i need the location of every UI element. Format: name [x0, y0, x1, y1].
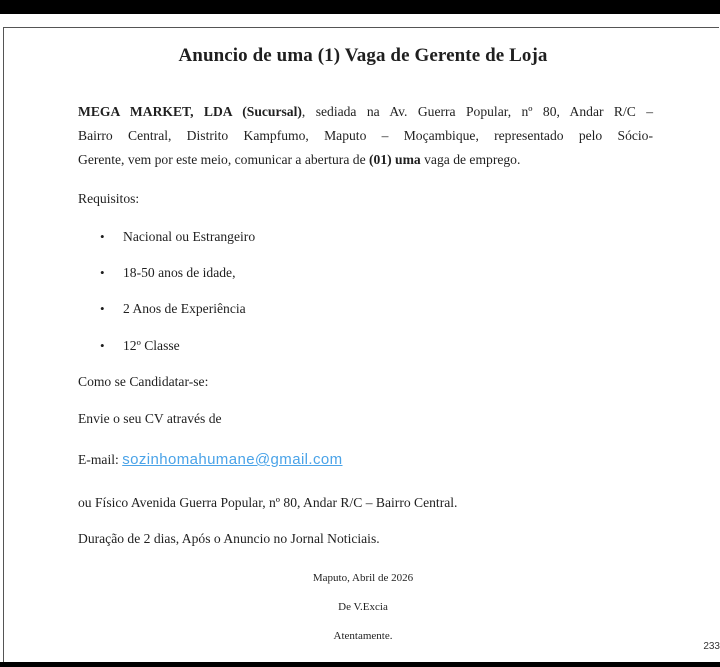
requirement-item: 2 Anos de Experiência — [123, 301, 246, 316]
page-number: 233 — [703, 641, 720, 652]
company-name: MEGA MARKET, LDA (Sucursal) — [78, 104, 302, 119]
physical-address-text: ou Físico Avenida Guerra Popular, nº 80, Andar R/C – Bairro Central. — [78, 495, 458, 510]
email-line — [78, 451, 343, 468]
email-link[interactable]: sozinhomahumane@gmail.com — [122, 451, 343, 468]
how-to-apply-label: Como se Candidatar-se: — [78, 374, 209, 389]
intro-line-2: Bairro Central, Distrito Kampfumo, Maputo – Moçambique, representado pelo Sócio- — [78, 128, 653, 143]
bullet-icon: • — [100, 229, 105, 244]
bullet-icon: • — [100, 265, 105, 280]
closing-salutation: De V.Excia — [338, 601, 388, 613]
requirements-label: Requisitos: — [78, 191, 140, 206]
bottom-black-bar — [0, 662, 720, 667]
document-title: Anuncio de uma (1) Vaga de Gerente de Loja — [178, 45, 548, 66]
send-cv-text: Envie o seu CV através de — [78, 411, 222, 426]
closing-regards: Atentamente. — [333, 630, 393, 642]
bullet-icon: • — [100, 301, 105, 316]
top-black-bar — [0, 0, 720, 14]
place-date: Maputo, Abril de 2026 — [312, 572, 414, 584]
requirement-item: 12º Classe — [123, 338, 180, 353]
intro-line-1: MEGA MARKET, LDA (Sucursal), sediada na Av. Guerra Popular, nº 80, Andar R/C – — [78, 104, 653, 119]
duration-text: Duração de 2 dias, Após o Anuncio no Jornal Noticiais. — [78, 531, 380, 546]
requirement-item: 18-50 anos de idade, — [123, 265, 236, 280]
intro-line-3: Gerente, vem por este meio, comunicar a abertura de (01) uma vaga de emprego. — [78, 152, 521, 167]
bullet-icon: • — [100, 338, 105, 353]
vacancy-count: (01) uma — [369, 152, 421, 167]
intro-paragraph — [78, 100, 653, 172]
email-label: E-mail: — [78, 452, 119, 467]
requirement-item: Nacional ou Estrangeiro — [123, 229, 256, 244]
